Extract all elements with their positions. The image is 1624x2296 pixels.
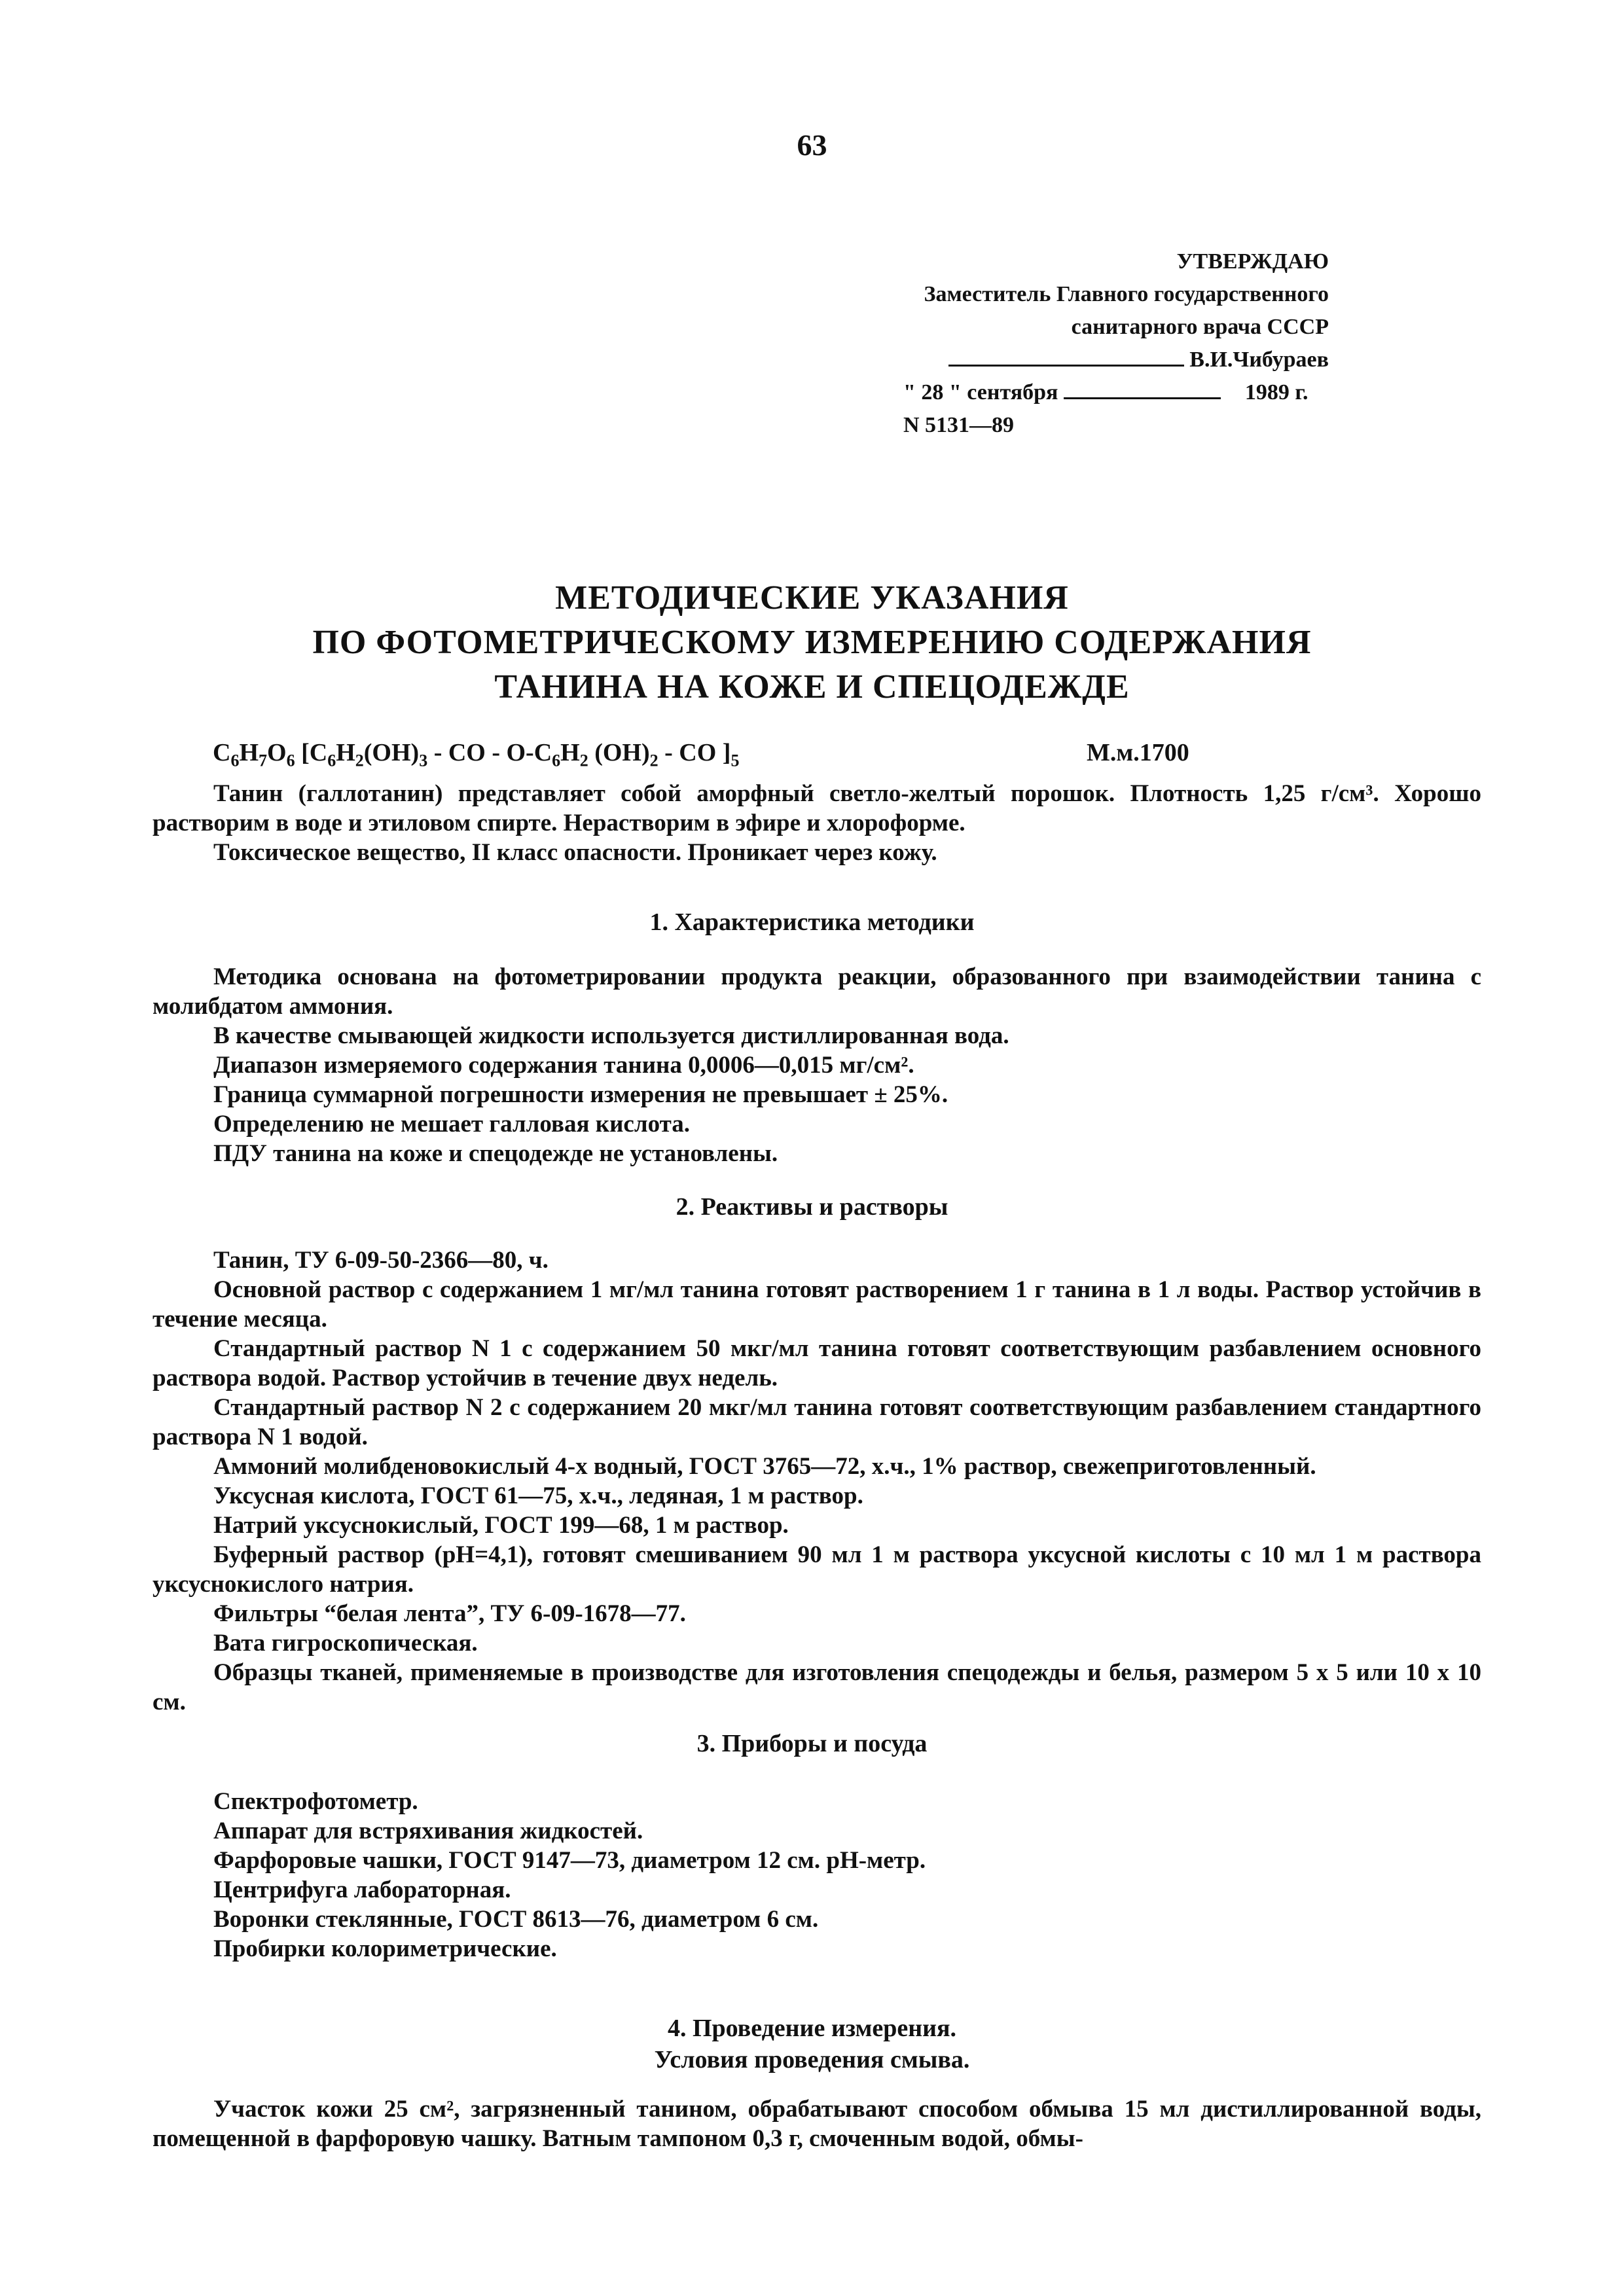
section2-paragraph: Танин, ТУ 6-09-50-2366—80, ч. [213, 1247, 549, 1274]
section4-paragraph: Участок кожи 25 см², загрязненный танином, обрабатывают способом обмыва 15 мл дистиллированной воды, помещенной в фарфоровую чашку. Ватным тампоном 0,3 г, смоченным водой, обмы- [153, 2096, 1481, 2152]
section2-text [153, 1246, 1481, 1717]
document-title [0, 576, 1624, 709]
approval-date: " 28 " сентября [903, 380, 1058, 404]
section3-heading: 3. Приборы и посуда [696, 1730, 928, 1757]
section2-paragraph: Стандартный раствор N 1 с содержанием 50 мкг/мл танина готовят соответствующим разбавлением основного раствора водой. Раствор устойчив в течение двух недель. [153, 1335, 1481, 1391]
section1-heading: 1. Характеристика методики [649, 908, 975, 936]
intro-text [153, 779, 1481, 867]
section2-paragraph: Стандартный раствор N 2 с содержанием 20 мкг/мл танина готовят соответствующим разбавлением стандартного раствора N 1 водой. [153, 1394, 1481, 1450]
section2-paragraph: Основной раствор с содержанием 1 мг/мл танина готовят растворением 1 г танина в 1 л воды. Раствор устойчив в течение месяца. [153, 1276, 1481, 1333]
title-line2: ПО ФОТОМЕТРИЧЕСКОМУ ИЗМЕРЕНИЮ СОДЕРЖАНИЯ [312, 624, 1312, 661]
date-line [1064, 378, 1221, 399]
approval-position-line2: санитарного врача СССР [1071, 315, 1329, 339]
section1-paragraph: Методика основана на фотометрировании продукта реакции, образованного при взаимодействии танина с молибдатом аммония. [153, 963, 1481, 1020]
section2-paragraph: Вата гигроскопическая. [213, 1630, 478, 1657]
section1-text [153, 962, 1481, 1168]
section4-text [153, 2094, 1481, 2153]
section3-paragraph: Аппарат для встряхивания жидкостей. [213, 1818, 643, 1844]
section2-paragraph: Буферный раствор (pH=4,1), готовят смешиванием 90 мл 1 м раствора уксусной кислоты с 10 мл 1 м раствора уксуснокислого натрия. [153, 1541, 1481, 1598]
section1-paragraph: Определению не мешает галловая кислота. [213, 1111, 690, 1138]
approval-stamp: УТВЕРЖДАЮ [1176, 249, 1329, 274]
approval-signer: В.И.Чибураев [1189, 348, 1329, 372]
section1-paragraph: Диапазон измеряемого содержания танина 0,0006—0,015 мг/см². [213, 1052, 914, 1079]
chemical-formula: $C_6H_7O_6$ [$C_6H_2(OH)_3$ - CO - $O-C_6H_2$ $(OH)_2$ - CO ]$_5$ [213, 739, 740, 770]
approval-date-row [903, 376, 1329, 409]
title-line1: МЕТОДИЧЕСКИЕ УКАЗАНИЯ [555, 579, 1069, 617]
approval-year: 1989 г. [1244, 380, 1308, 404]
section3-text [153, 1787, 1481, 1964]
section1-paragraph: Граница суммарной погрешности измерения не превышает ± 25%. [213, 1081, 948, 1108]
approval-block [903, 245, 1329, 442]
section2-paragraph: Образцы тканей, применяемые в производстве для изготовления спецодежды и белья, размером 5 х 5 или 10 х 10 см. [153, 1659, 1481, 1715]
section1-paragraph: В качестве смывающей жидкости используется дистиллированная вода. [213, 1022, 1009, 1049]
intro-paragraph: Токсическое вещество, II класс опасности. Проникает через кожу. [213, 839, 937, 866]
section3-paragraph: Спектрофотометр. [213, 1788, 418, 1815]
page-number: 63 [797, 128, 827, 162]
approval-signature-row [903, 344, 1329, 376]
intro-paragraph: Танин (галлотанин) представляет собой аморфный светло-желтый порошок. Плотность 1,25 г/см³. Хорошо растворим в воде и этиловом спирте. Нерастворим в эфире и хлороформе. [153, 780, 1481, 836]
title-line3: ТАНИНА НА КОЖЕ И СПЕЦОДЕЖДЕ [494, 668, 1130, 706]
section4-heading [0, 2013, 1624, 2075]
section2-paragraph: Аммоний молибденовокислый 4-х водный, ГОСТ 3765—72, х.ч., 1% раствор, свежеприготовленный. [213, 1453, 1316, 1480]
section3-paragraph: Воронки стеклянные, ГОСТ 8613—76, диаметром 6 см. [213, 1906, 819, 1933]
molecular-mass: М.м.1700 [1087, 739, 1189, 766]
section3-paragraph: Фарфоровые чашки, ГОСТ 9147—73, диаметром 12 см. pH-метр. [213, 1847, 926, 1874]
approval-number: N 5131—89 [903, 413, 1015, 437]
signature-line [948, 345, 1184, 367]
section4-heading-line1: 4. Проведение измерения. [667, 2015, 957, 2042]
section4-heading-line2: Условия проведения смыва. [654, 2046, 970, 2073]
section2-paragraph: Уксусная кислота, ГОСТ 61—75, х.ч., ледяная, 1 м раствор. [213, 1482, 863, 1509]
section3-paragraph: Центрифуга лабораторная. [213, 1876, 511, 1903]
section2-paragraph: Фильтры “белая лента”, ТУ 6-09-1678—77. [213, 1600, 686, 1627]
section2-paragraph: Натрий уксуснокислый, ГОСТ 199—68, 1 м раствор. [213, 1512, 789, 1539]
approval-position-line1: Заместитель Главного государственного [924, 282, 1329, 306]
section3-paragraph: Пробирки колориметрические. [213, 1935, 557, 1962]
section1-paragraph: ПДУ танина на коже и спецодежде не установлены. [213, 1140, 778, 1167]
section2-heading: 2. Реактивы и растворы [676, 1193, 948, 1221]
